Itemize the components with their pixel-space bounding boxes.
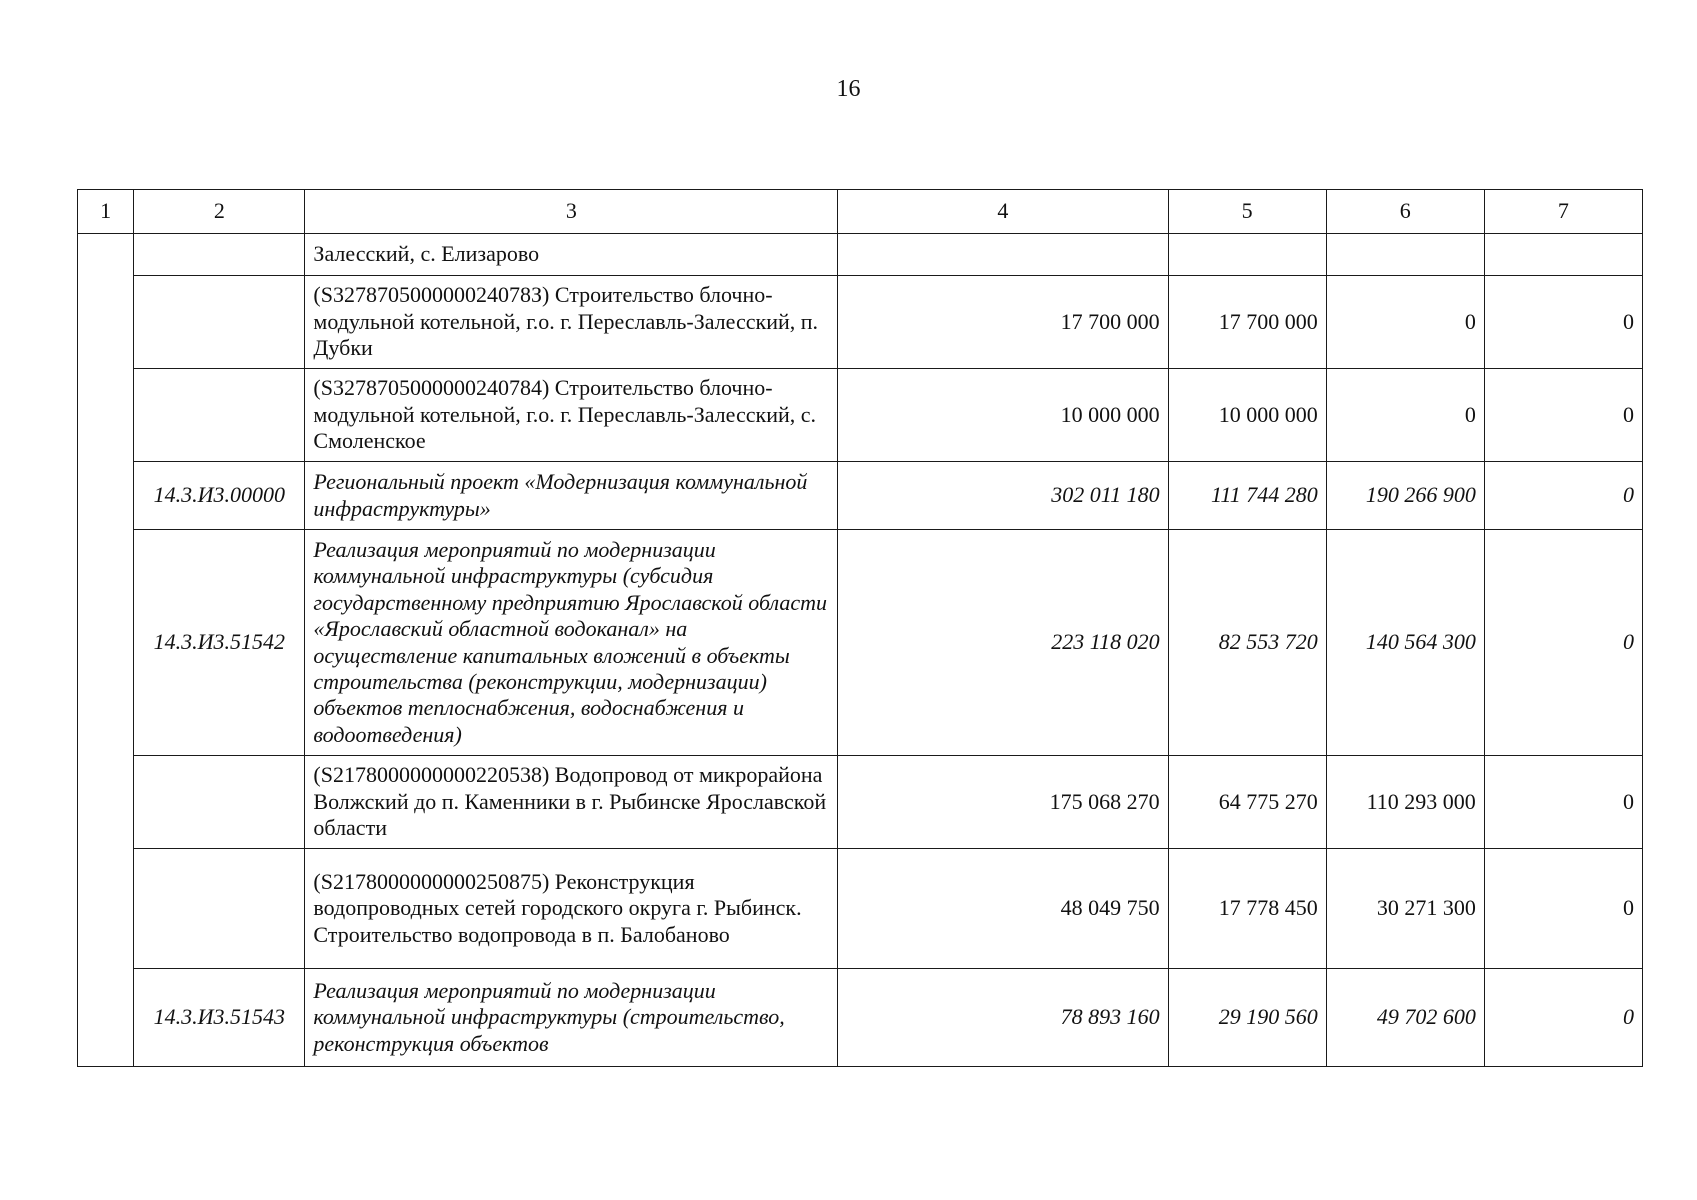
value-cell: 82 553 720 bbox=[1168, 530, 1326, 756]
table-row bbox=[78, 234, 1643, 276]
value-cell: 49 702 600 bbox=[1326, 969, 1484, 1067]
name-cell: (S2178000000000220538) Водопровод от микрорайона Волжский до п. Каменники в г. Рыбинске Ярославской области bbox=[305, 756, 838, 849]
value-cell: 0 bbox=[1326, 369, 1484, 462]
value-cell: 0 bbox=[1484, 849, 1642, 969]
value-cell: 64 775 270 bbox=[1168, 756, 1326, 849]
value-cell: 0 bbox=[1484, 530, 1642, 756]
header-row bbox=[78, 190, 1643, 234]
code-cell bbox=[134, 849, 305, 969]
header-cell: 7 bbox=[1484, 190, 1642, 234]
value-cell: 175 068 270 bbox=[838, 756, 1168, 849]
table-row bbox=[78, 969, 1643, 1067]
value-cell bbox=[1326, 234, 1484, 276]
value-cell: 17 778 450 bbox=[1168, 849, 1326, 969]
value-cell: 0 bbox=[1484, 969, 1642, 1067]
header-cell: 5 bbox=[1168, 190, 1326, 234]
value-cell bbox=[1168, 234, 1326, 276]
name-cell: (S327870500000024078З) Строительство блочно-модульной котельной, г.о. г. Переславль-Залесский, п. Дубки bbox=[305, 276, 838, 369]
code-cell bbox=[134, 756, 305, 849]
value-cell: 0 bbox=[1326, 276, 1484, 369]
header-cell: 6 bbox=[1326, 190, 1484, 234]
value-cell: 30 271 300 bbox=[1326, 849, 1484, 969]
value-cell: 0 bbox=[1484, 462, 1642, 530]
value-cell: 10 000 000 bbox=[838, 369, 1168, 462]
code-cell: 14.3.И3.51543 bbox=[134, 969, 305, 1067]
page-number: 16 bbox=[836, 76, 861, 102]
value-cell: 0 bbox=[1484, 756, 1642, 849]
table-row bbox=[78, 849, 1643, 969]
name-cell: (S3278705000000240784) Строительство блочно-модульной котельной, г.о. г. Переславль-Залесский, с. Смоленское bbox=[305, 369, 838, 462]
name-cell: Реализация мероприятий по модернизации коммунальной инфраструктуры (субсидия государственному предприятию Ярославской области «Ярославский областной водоканал» на осуществление капитальных вложений в объекты строительства (реконструкции, модернизации) объектов теплоснабжения, водоснабжения и водоотведения) bbox=[305, 530, 838, 756]
header-cell: 3 bbox=[305, 190, 838, 234]
code-cell: 14.3.И3.00000 bbox=[134, 462, 305, 530]
code-cell bbox=[134, 276, 305, 369]
row-number-cell bbox=[78, 234, 134, 1067]
table-row bbox=[78, 756, 1643, 849]
table-row bbox=[78, 369, 1643, 462]
value-cell: 0 bbox=[1484, 276, 1642, 369]
value-cell: 10 000 000 bbox=[1168, 369, 1326, 462]
value-cell: 302 011 180 bbox=[838, 462, 1168, 530]
value-cell: 223 118 020 bbox=[838, 530, 1168, 756]
code-cell bbox=[134, 234, 305, 276]
value-cell: 0 bbox=[1484, 369, 1642, 462]
value-cell: 17 700 000 bbox=[1168, 276, 1326, 369]
value-cell: 111 744 280 bbox=[1168, 462, 1326, 530]
value-cell: 78 893 160 bbox=[838, 969, 1168, 1067]
value-cell: 17 700 000 bbox=[838, 276, 1168, 369]
header-cell: 2 bbox=[134, 190, 305, 234]
table-row bbox=[78, 462, 1643, 530]
value-cell: 190 266 900 bbox=[1326, 462, 1484, 530]
code-cell: 14.3.И3.51542 bbox=[134, 530, 305, 756]
name-cell: (S2178000000000250875) Реконструкция водопроводных сетей городского округа г. Рыбинск. Строительство водопровода в п. Балобаново bbox=[305, 849, 838, 969]
name-cell: Реализация мероприятий по модернизации коммунальной инфраструктуры (строительство, реконструкция объектов bbox=[305, 969, 838, 1067]
value-cell bbox=[838, 234, 1168, 276]
value-cell: 48 049 750 bbox=[838, 849, 1168, 969]
value-cell: 140 564 300 bbox=[1326, 530, 1484, 756]
value-cell: 29 190 560 bbox=[1168, 969, 1326, 1067]
table-row bbox=[78, 276, 1643, 369]
code-cell bbox=[134, 369, 305, 462]
table-row bbox=[78, 530, 1643, 756]
header-cell: 1 bbox=[78, 190, 134, 234]
value-cell: 110 293 000 bbox=[1326, 756, 1484, 849]
name-cell: Региональный проект «Модернизация коммунальной инфраструктуры» bbox=[305, 462, 838, 530]
budget-table bbox=[77, 189, 1643, 1067]
name-cell: Залесский, с. Елизарово bbox=[305, 234, 838, 276]
value-cell bbox=[1484, 234, 1642, 276]
header-cell: 4 bbox=[838, 190, 1168, 234]
